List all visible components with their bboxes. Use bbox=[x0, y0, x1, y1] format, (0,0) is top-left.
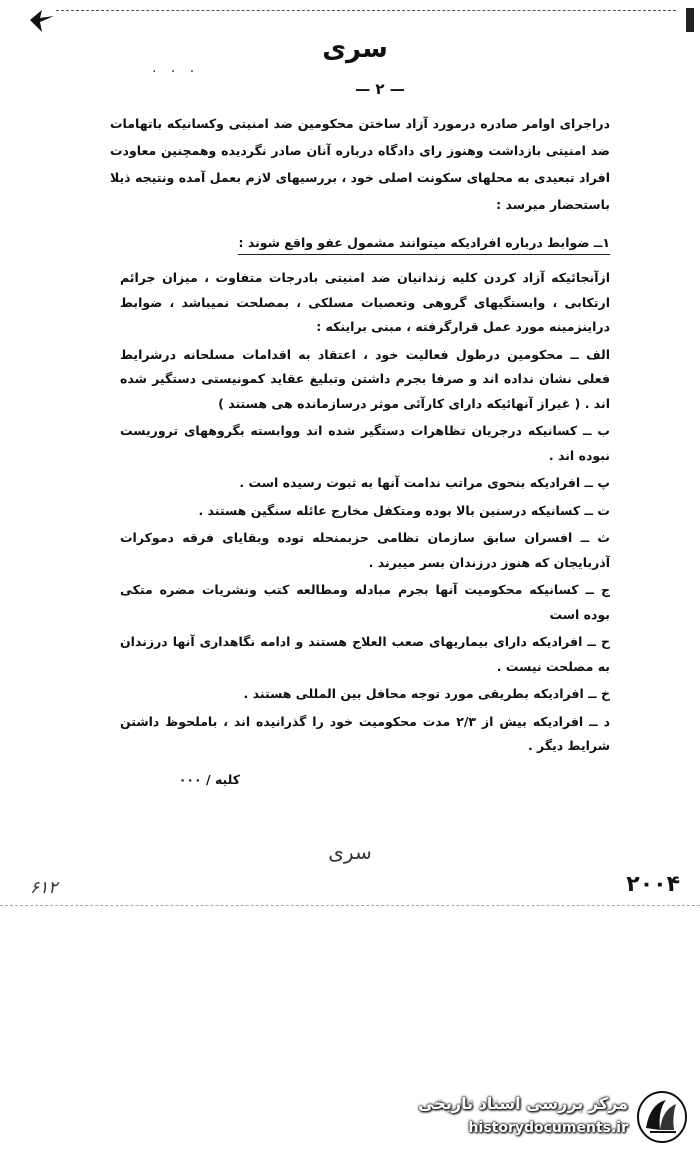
criteria-item: ت ــ کسانیکه درسنین بالا بوده ومتکفل مخارج عائله سنگین هستند . bbox=[198, 502, 610, 518]
page-number: — ۲ — bbox=[355, 80, 405, 98]
header-dots: . . . bbox=[152, 60, 200, 76]
section-intro: ازآنجائیکه آزاد کردن کلیه زندانیان ضد امنیتی بادرجات متفاوت ، میزان جرائم ارتکابی ، وابستگیهای گروهی وتعصبات مسلکی ، بمصلحت نمیباشد ، ضوابط دراینزمینه مورد عمل قرارگرفته ، مبنی براینکه : bbox=[120, 270, 610, 334]
top-edge-line bbox=[56, 10, 676, 11]
watermark-url: historydocuments.ir bbox=[468, 1120, 628, 1136]
page-break-rule bbox=[0, 905, 700, 906]
archive-logo-icon bbox=[636, 1090, 688, 1144]
document-number: ۲۰۰۴ bbox=[626, 872, 680, 897]
criteria-item: پ ــ افرادیکه بنحوی مراتب ندامت آنها به ثبوت رسیده است . bbox=[239, 475, 610, 490]
criteria-item: ب ــ کسانیکه درجریان تظاهرات دستگیر شده اند ووابسته بگروههای تروریست نبوده اند . bbox=[120, 423, 610, 463]
criteria-item: الف ــ محکومین درطول فعالیت خود ، اعتقاد به اقدامات مسلحانه درشرایط فعلی نشان نداده اند و صرفا بجرم داشتن وتبلیغ عقاید کمونیستی دستگیر شده اند . ( غیراز آنهائیکه دارای کارآئی موثر درسازمانده هی هستند ) bbox=[120, 346, 610, 411]
criteria-item: ج ــ کسانیکه محکومیت آنها بجرم مبادله ومطالعه کتب ونشریات مضره متکی بوده است bbox=[120, 582, 610, 622]
intro-text: دراجرای اوامر صادره درمورد آزاد ساختن محکومین ضد امنیتی وکسانیکه باتهامات ضد امنیتی بازداشت وهنوز رای دادگاه درباره آنان صادر نگردیده وهمچنین معاودت افراد تبعیدی به محلهای سکونت اصلی خود ، بررسیهای لازم بعمل آمده ونتیجه ذیلا باستحضار میرسد : bbox=[110, 116, 610, 212]
criteria-item: خ ــ افرادیکه بطریقی مورد توجه محافل بین المللی هستند . bbox=[243, 686, 610, 701]
criteria-section bbox=[120, 266, 610, 762]
criteria-item: ث ــ افسران سابق سازمان نظامی حزبمنحله توده وبقایای فرقه دموکرات آذربایجان که هنوز درزندان بسر میبرند . bbox=[120, 530, 610, 570]
classification-header: سری bbox=[322, 34, 388, 64]
criteria-item: د ــ افرادیکه بیش از ۲/۳ مدت محکومیت خود را گذرانیده اند ، باملحوظ داشتن شرایط دیگر . bbox=[120, 713, 611, 753]
archive-watermark bbox=[418, 1088, 690, 1146]
classification-footer: سری bbox=[328, 840, 372, 864]
intro-paragraph bbox=[110, 110, 610, 218]
closing-text: کلیه / ۰۰۰ bbox=[178, 772, 240, 787]
section-heading: ۱ــ ضوابط درباره افرادیکه میتوانند مشمول عفو واقع شوند : bbox=[238, 232, 610, 255]
criteria-item: ح ــ افرادیکه دارای بیماریهای صعب العلاج هستند و ادامه نگاهداری آنها درزندان به مصلحت نیست . bbox=[120, 634, 610, 674]
handwritten-number: ۶۱۲ bbox=[30, 878, 58, 898]
corner-mark-icon bbox=[28, 6, 58, 36]
watermark-name: مرکز بررسی اسناد تاریخی bbox=[418, 1094, 628, 1113]
top-right-mark-icon bbox=[684, 6, 696, 34]
